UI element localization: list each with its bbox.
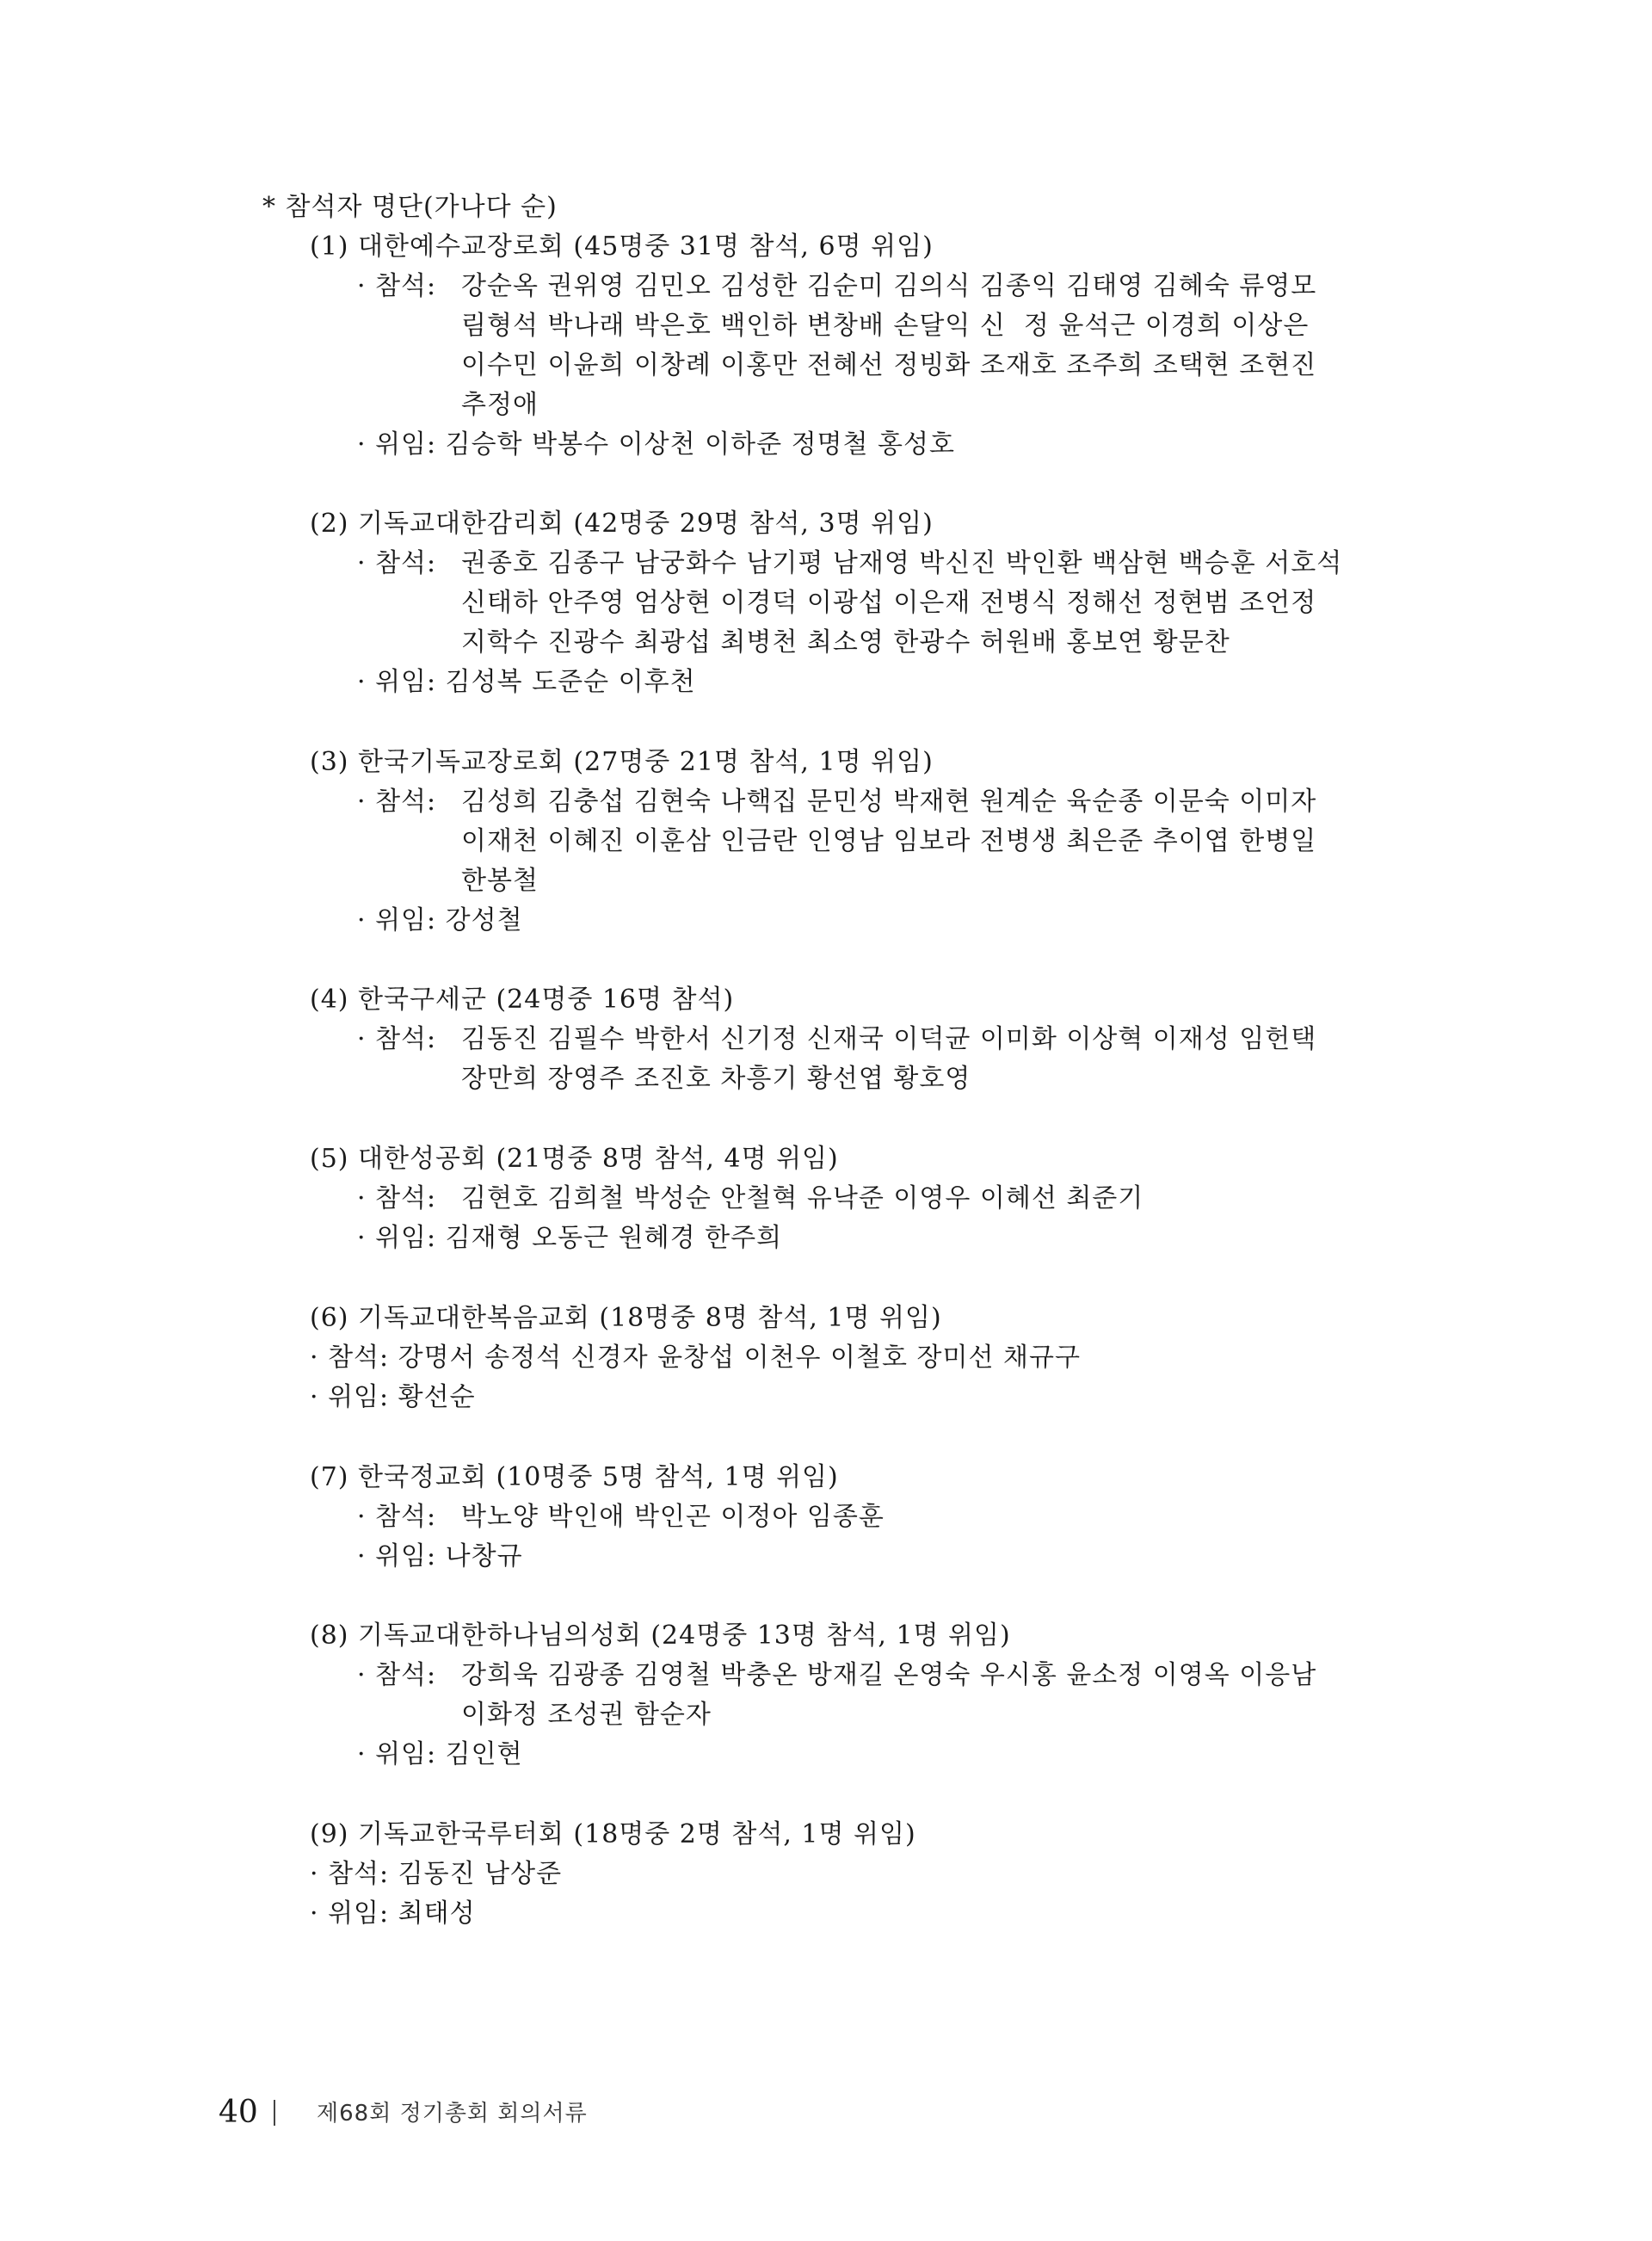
section-2-attend-line: 신태하 안주영 엄상현 이경덕 이광섭 이은재 전병식 정해선 정현범 조언정 [461,588,1317,618]
section-4-attend-line: 장만희 장영주 조진호 차흥기 황선엽 황호영 [461,1064,971,1094]
section-7-attend-label: · 참석: [357,1502,437,1532]
section-7-delegate: · 위임: 나창규 [357,1541,523,1571]
section-3-attend-line: 김성희 김충섭 김현숙 나핵집 문민성 박재현 원계순 육순종 이문숙 이미자 [461,787,1317,817]
section-8-attend-line: 이화정 조성권 함순자 [461,1700,712,1730]
section-1-attend-line: 강순옥 권위영 김민오 김성한 김순미 김의식 김종익 김태영 김혜숙 류영모 [461,271,1317,301]
attendee-list-heading: * 참석자 명단(가나다 순) [262,192,558,222]
section-3-attend-line: 이재천 이혜진 이훈삼 인금란 인영남 임보라 전병생 최은준 추이엽 한병일 [461,826,1317,856]
section-3-attend-line: 한봉철 [461,866,539,896]
section-5-attend-line: 김현호 김희철 박성순 안철혁 유낙준 이영우 이혜선 최준기 [461,1183,1144,1213]
section-2-delegate: · 위임: 김성복 도준순 이후천 [357,667,696,697]
section-2-attend-line: 지학수 진광수 최광섭 최병천 최소영 한광수 허원배 홍보연 황문찬 [461,627,1230,657]
section-6-delegate: · 위임: 황선순 [310,1382,476,1412]
section-6-attend: · 참석: 강명서 송정석 신경자 윤창섭 이천우 이철호 장미선 채규구 [310,1343,1081,1373]
section-4-title: (4) 한국구세군 (24명중 16명 참석) [310,985,735,1015]
section-8-attend-label: · 참석: [357,1660,437,1690]
section-5-attend-label: · 참석: [357,1183,437,1213]
section-1-attend-line: 추정애 [461,390,539,420]
section-3-delegate: · 위임: 강성철 [357,905,523,935]
section-3-attend-label: · 참석: [357,787,437,817]
section-2-title: (2) 기독교대한감리회 (42명중 29명 참석, 3명 위임) [310,509,934,539]
page-number: 40 [219,2095,258,2130]
section-4-attend-line: 김동진 김필수 박한서 신기정 신재국 이덕균 이미화 이상혁 이재성 임헌택 [461,1024,1317,1054]
section-1-attend-label: · 참석: [357,271,437,301]
footer-divider [274,2100,275,2126]
section-1-title: (1) 대한예수교장로회 (45명중 31명 참석, 6명 위임) [310,232,934,262]
section-8-attend-line: 강희욱 김광종 김영철 박충온 방재길 온영숙 우시홍 윤소정 이영옥 이응남 [461,1660,1317,1690]
section-7-title: (7) 한국정교회 (10명중 5명 참석, 1명 위임) [310,1462,839,1492]
section-8-title: (8) 기독교대한하나님의성회 (24명중 13명 참석, 1명 위임) [310,1621,1011,1651]
section-3-title: (3) 한국기독교장로회 (27명중 21명 참석, 1명 위임) [310,747,934,777]
section-6-title: (6) 기독교대한복음교회 (18명중 8명 참석, 1명 위임) [310,1303,942,1333]
section-7-attend-line: 박노양 박인애 박인곤 이정아 임종훈 [461,1502,885,1532]
section-9-title: (9) 기독교한국루터회 (18명중 2명 참석, 1명 위임) [310,1819,916,1849]
section-9-attend: · 참석: 김동진 남상준 [310,1859,563,1889]
section-5-title: (5) 대한성공회 (21명중 8명 참석, 4명 위임) [310,1144,839,1174]
section-1-delegate: · 위임: 김승학 박봉수 이상천 이하준 정명철 홍성호 [357,429,955,460]
section-9-delegate: · 위임: 최태성 [310,1898,476,1929]
section-1-attend-line: 림형석 박나래 박은호 백인하 변창배 손달익 신 정 윤석근 이경희 이상은 [461,311,1310,341]
section-2-attend-label: · 참석: [357,548,437,578]
section-5-delegate: · 위임: 김재형 오동근 원혜경 한주희 [357,1223,783,1253]
footer-document-title: 제68회 정기총회 회의서류 [317,2101,588,2127]
section-2-attend-line: 권종호 김종구 남궁화수 남기평 남재영 박신진 박인환 백삼현 백승훈 서호석 [461,548,1343,578]
section-8-delegate: · 위임: 김인현 [357,1739,523,1769]
section-4-attend-label: · 참석: [357,1024,437,1054]
section-1-attend-line: 이수민 이윤희 이창례 이홍만 전혜선 정빙화 조재호 조주희 조택현 조현진 [461,350,1317,380]
